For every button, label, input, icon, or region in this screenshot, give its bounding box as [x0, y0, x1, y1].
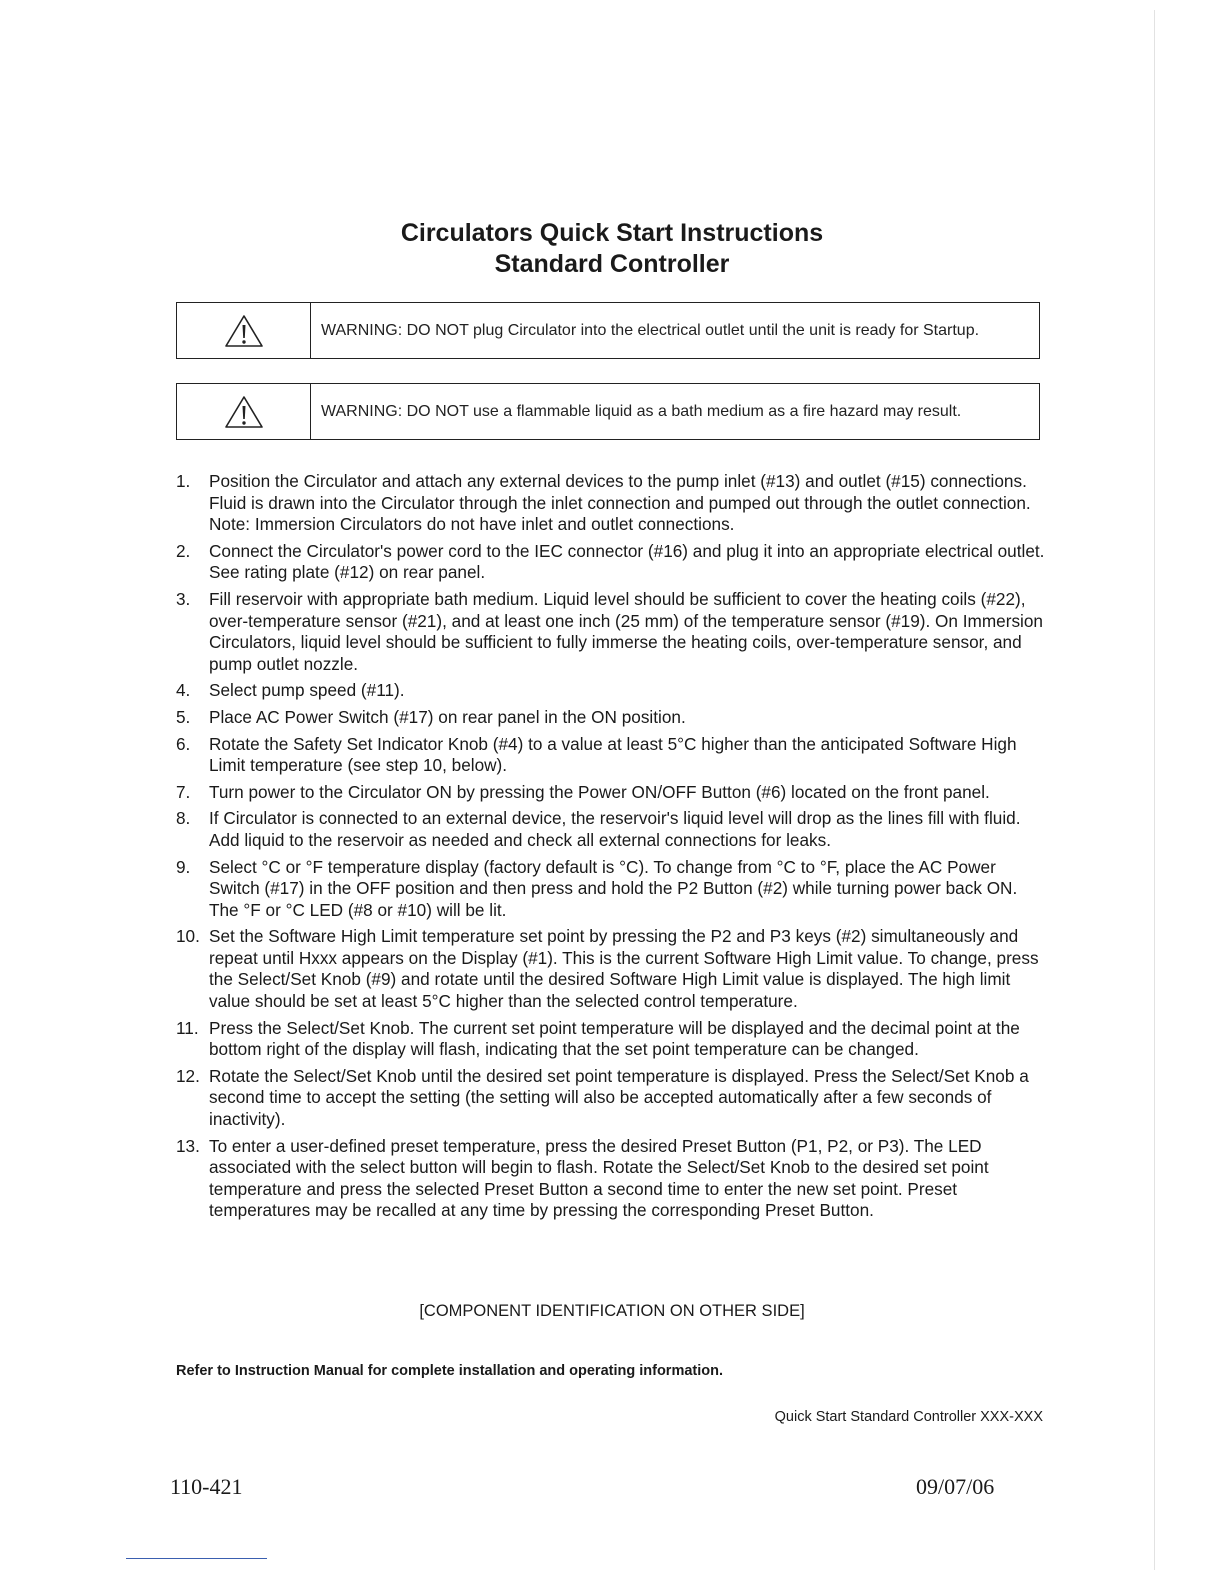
- step-item: [170, 707, 1050, 729]
- warning-text: WARNING: DO NOT use a flammable liquid as a bath medium as a fire hazard may result.: [321, 402, 962, 420]
- step-item: [170, 857, 1050, 922]
- step-item: [170, 1136, 1050, 1222]
- step-item: [170, 1066, 1050, 1131]
- step-text: Fill reservoir with appropriate bath medium. Liquid level should be sufficient to cover the heating coils (#22), over-temperature sensor (#21), and at least one inch (25 mm) of the temperature sensor (#19). On Immersion Circulators, liquid level should be sufficient to fully immerse the heating coils, over-temperature sensor, and pump outlet nozzle.: [209, 588, 1043, 674]
- instruction-steps-list: [170, 471, 1050, 1227]
- step-number: 9.: [176, 856, 191, 877]
- step-text: Rotate the Safety Set Indicator Knob (#4) to a value at least 5°C higher than the anticipated Software High Limit temperature (see step 10, below).: [209, 733, 1017, 776]
- step-number: 5.: [176, 706, 191, 727]
- step-text: Turn power to the Circulator ON by pressing the Power ON/OFF Button (#6) located on the front panel.: [209, 781, 990, 802]
- step-number: 8.: [176, 808, 191, 829]
- refer-manual-note: Refer to Instruction Manual for complete installation and operating information.: [176, 1363, 724, 1379]
- step-item: [170, 734, 1050, 777]
- step-item: [170, 471, 1050, 536]
- step-number: 13.: [176, 1135, 200, 1156]
- warning-box-2: [176, 383, 1040, 440]
- step-item: [170, 680, 1050, 702]
- step-item: [170, 926, 1050, 1012]
- page-title: [0, 218, 1224, 280]
- title-line-2: Standard Controller: [494, 250, 730, 278]
- step-number: 11.: [176, 1017, 199, 1038]
- component-identification-note: [COMPONENT IDENTIFICATION ON OTHER SIDE]: [419, 1302, 805, 1320]
- step-item: [170, 808, 1050, 851]
- step-text: Select °C or °F temperature display (factory default is °C). To change from °C to °F, place the AC Power Switch (#17) in the OFF position and then press and hold the P2 Button (#2) while turning power back ON. The °F or °C LED (#8 or #10) will be lit.: [209, 856, 1018, 920]
- title-line-1: Circulators Quick Start Instructions: [400, 219, 824, 247]
- step-item: [170, 782, 1050, 804]
- step-text: Place AC Power Switch (#17) on rear panel in the ON position.: [209, 706, 686, 727]
- warning-text: WARNING: DO NOT plug Circulator into the electrical outlet until the unit is ready for Startup.: [321, 321, 980, 339]
- step-number: 2.: [176, 540, 191, 561]
- warning-triangle-icon: [224, 395, 264, 429]
- step-text: Press the Select/Set Knob. The current set point temperature will be displayed and the decimal point at the bottom right of the display will flash, indicating that the set point temperature can be changed.: [209, 1017, 1020, 1060]
- warning-icon-cell: [177, 384, 311, 439]
- step-number: 10.: [176, 926, 200, 947]
- warning-triangle-icon: [224, 314, 264, 348]
- step-number: 1.: [176, 471, 191, 491]
- step-text: Position the Circulator and attach any external devices to the pump inlet (#13) and outlet (#15) connections. Fluid is drawn into the Circulator through the inlet connection and pumped out through the outlet connection. Note: Immersion Circulators do not have inlet and outlet connections.: [209, 471, 1031, 535]
- warning-icon-cell: [177, 303, 311, 358]
- step-number: 7.: [176, 781, 191, 802]
- footer-doc-title: Quick Start Standard Controller XXX-XXX: [774, 1409, 1043, 1425]
- footer-date: 09/07/06: [916, 1474, 995, 1499]
- step-number: 3.: [176, 588, 191, 609]
- step-text: If Circulator is connected to an external device, the reservoir's liquid level will drop as the lines fill with fluid. Add liquid to the reservoir as needed and check all external connections for leaks.: [209, 808, 1021, 850]
- step-number: 4.: [176, 680, 191, 701]
- step-text: Select pump speed (#11).: [209, 680, 405, 701]
- step-text: Rotate the Select/Set Knob until the desired set point temperature is displayed. Press the Select/Set Knob a second time to accept the setting (the setting will also be accepted automatically after a few seconds of inactivity).: [209, 1065, 1029, 1130]
- step-number: 6.: [176, 733, 191, 754]
- step-item: [170, 1018, 1050, 1061]
- footer-doc-number: 110-421: [170, 1474, 243, 1499]
- step-item: [170, 541, 1050, 584]
- bottom-rule-line: [126, 1558, 267, 1559]
- step-text: Connect the Circulator's power cord to the IEC connector (#16) and plug it into an appropriate electrical outlet. See rating plate (#12) on rear panel.: [209, 540, 1045, 583]
- step-text: Set the Software High Limit temperature set point by pressing the P2 and P3 keys (#2) simultaneously and repeat until Hxxx appears on the Display (#1). This is the current Software High Limit value. To change, press the Select/Set Knob (#9) and rotate until the desired Software High Limit value is displayed. The high limit value should be set at least 5°C higher than the selected control temperature.: [209, 926, 1039, 1012]
- step-text: To enter a user-defined preset temperature, press the desired Preset Button (P1, P2, or P3). The LED associated with the select button will begin to flash. Rotate the Select/Set Knob to the desired set point temperature and press the selected Preset Button a second time to enter the new set point. Preset temperatures may be recalled at any time by pressing the corresponding Preset Button.: [209, 1135, 989, 1221]
- warning-box-1: [176, 302, 1040, 359]
- step-item: [170, 589, 1050, 675]
- step-number: 12.: [176, 1065, 200, 1086]
